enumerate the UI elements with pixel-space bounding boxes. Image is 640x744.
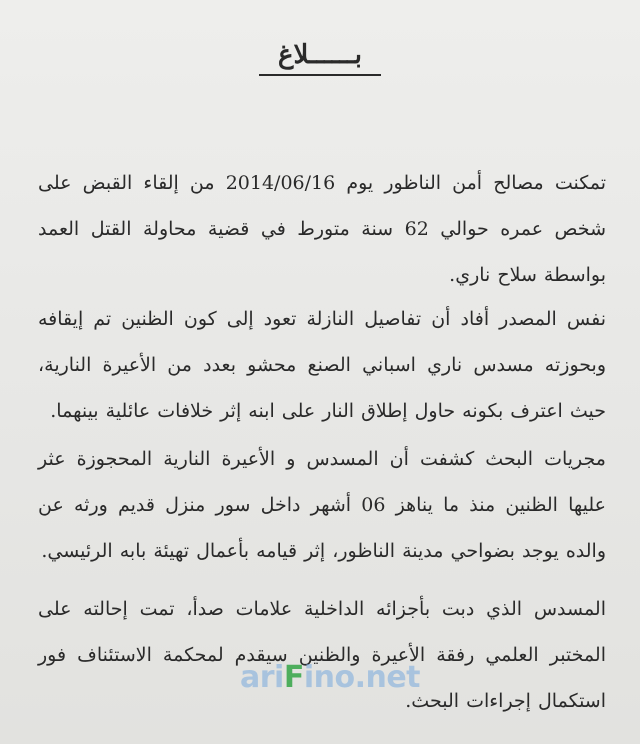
- watermark-accent: F: [283, 660, 304, 695]
- document-title: [0, 40, 640, 76]
- paragraph-1: تمكنت مصالح أمن الناظور يوم 2014/06/16 من إلقاء القبض على شخص عمره حوالي 62 سنة متورط في قضية محاولة القتل العمد بواسطة سلاح ناري.: [38, 172, 606, 286]
- paragraph-3: مجريات البحث كشفت أن المسدس و الأعيرة النارية المحجوزة عثر عليها الظنين منذ ما يناهز 06 أشهر داخل سور منزل قديم ورثه عن والده يوجد بضواحي مدينة الناظور، إثر قيامه بأعمال تهيئة بابه الرئيسي.: [38, 448, 606, 562]
- paragraph-4: المسدس الذي دبت بأجزائه الداخلية علامات صدأ، تمت إحالته على المختبر العلمي رفقة الأعيرة والظنين سيقدم لمحكمة الاستئناف فور استكمال إجراءات البحث.: [38, 598, 606, 712]
- watermark-suffix: ino.net: [303, 660, 421, 695]
- site-watermark: [240, 660, 420, 695]
- paragraph-2: نفس المصدر أفاد أن تفاصيل النازلة تعود إلى كون الظنين تم إيقافه وبحوزته مسدس ناري اسباني الصنع محشو بعدد من الأعيرة النارية، حيث اعترف بكونه حاول إطلاق النار على ابنه إثر خلافات عائلية بينهما.: [38, 308, 606, 422]
- title-text: بــــــلاغ: [259, 40, 381, 76]
- watermark-prefix: ari: [240, 660, 284, 695]
